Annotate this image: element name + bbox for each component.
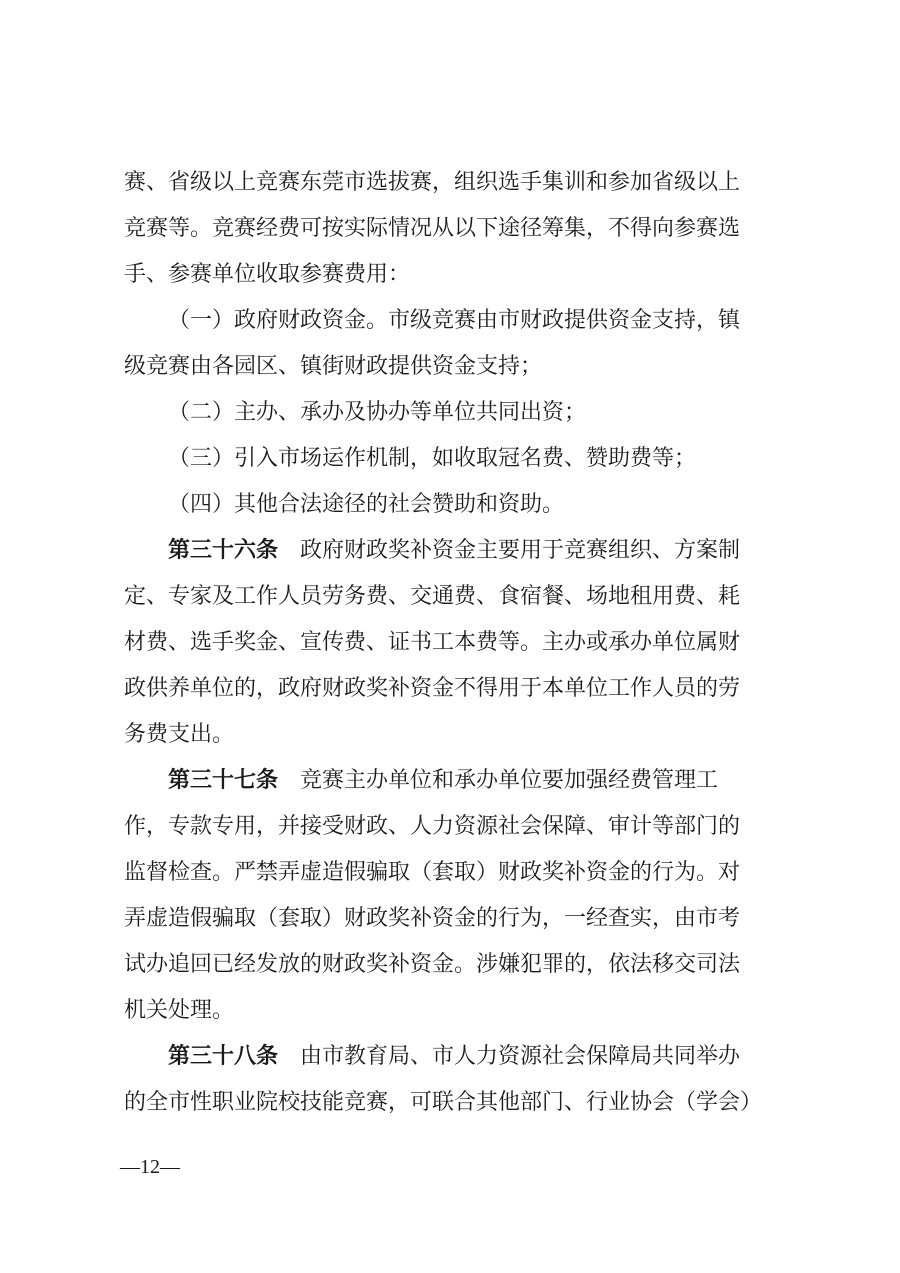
- line-text: 竞赛等。竞赛经费可按实际情况从以下途径筹集，不得向参赛选: [124, 216, 741, 241]
- text-line: [124, 160, 794, 206]
- line-text: 务费支出。: [124, 722, 235, 747]
- line-text: 监督检查。严禁弄虚造假骗取（套取）财政奖补资金的行为。对: [124, 860, 741, 885]
- line-text: 定、专家及工作人员劳务费、交通费、食宿餐、场地租用费、耗: [124, 584, 741, 609]
- text-line: [124, 666, 794, 712]
- text-line: [124, 712, 794, 758]
- text-line: [124, 390, 794, 436]
- page-number: —12—: [120, 1156, 180, 1178]
- document-body: [124, 160, 794, 1126]
- text-line: [124, 942, 794, 988]
- line-text: 竞赛主办单位和承办单位要加强经费管理工: [300, 768, 719, 793]
- article-36-first-line: [124, 528, 794, 574]
- line-text: 政府财政奖补资金主要用于竞赛组织、方案制: [300, 538, 741, 563]
- text-line: [124, 804, 794, 850]
- line-text: （三）引入市场运作机制，如收取冠名费、赞助费等；: [168, 446, 697, 471]
- line-text: 由市教育局、市人力资源社会保障局共同举办: [300, 1044, 741, 1069]
- text-line: [124, 620, 794, 666]
- article-heading: 第三十八条: [168, 1044, 279, 1069]
- text-line: [124, 252, 794, 298]
- line-text: 弄虚造假骗取（套取）财政奖补资金的行为，一经查实，由市考: [124, 906, 741, 931]
- line-text: （四）其他合法途径的社会赞助和资助。: [168, 492, 565, 517]
- line-text: 作，专款专用，并接受财政、人力资源社会保障、审计等部门的: [124, 814, 741, 839]
- line-text: （二）主办、承办及协办等单位共同出资；: [168, 400, 587, 425]
- line-text: 机关处理。: [124, 998, 235, 1023]
- line-text: （一）政府财政资金。市级竞赛由市财政提供资金支持，镇: [168, 308, 741, 333]
- text-line: [124, 206, 794, 252]
- line-text: 的全市性职业院校技能竞赛，可联合其他部门、行业协会（学会）: [124, 1090, 763, 1115]
- line-text: 材费、选手奖金、宣传费、证书工本费等。主办或承办单位属财: [124, 630, 741, 655]
- article-heading: 第三十七条: [168, 768, 279, 793]
- line-text: 手、参赛单位收取参赛费用：: [124, 262, 411, 287]
- text-line: [124, 1080, 794, 1126]
- line-text: 试办追回已经发放的财政奖补资金。涉嫌犯罪的，依法移交司法: [124, 952, 741, 977]
- text-line: [124, 850, 794, 896]
- line-text: 级竞赛由各园区、镇街财政提供资金支持；: [124, 354, 543, 379]
- text-line: [124, 988, 794, 1034]
- text-line: [124, 482, 794, 528]
- article-38-first-line: [124, 1034, 794, 1080]
- line-text: 政供养单位的，政府财政奖补资金不得用于本单位工作人员的劳: [124, 676, 741, 701]
- text-line: [124, 344, 794, 390]
- text-line: [124, 574, 794, 620]
- article-37-first-line: [124, 758, 794, 804]
- text-line: [124, 436, 794, 482]
- text-line: [124, 896, 794, 942]
- article-heading: 第三十六条: [168, 538, 279, 563]
- line-text: 赛、省级以上竞赛东莞市选拔赛，组织选手集训和参加省级以上: [124, 170, 741, 195]
- text-line: [124, 298, 794, 344]
